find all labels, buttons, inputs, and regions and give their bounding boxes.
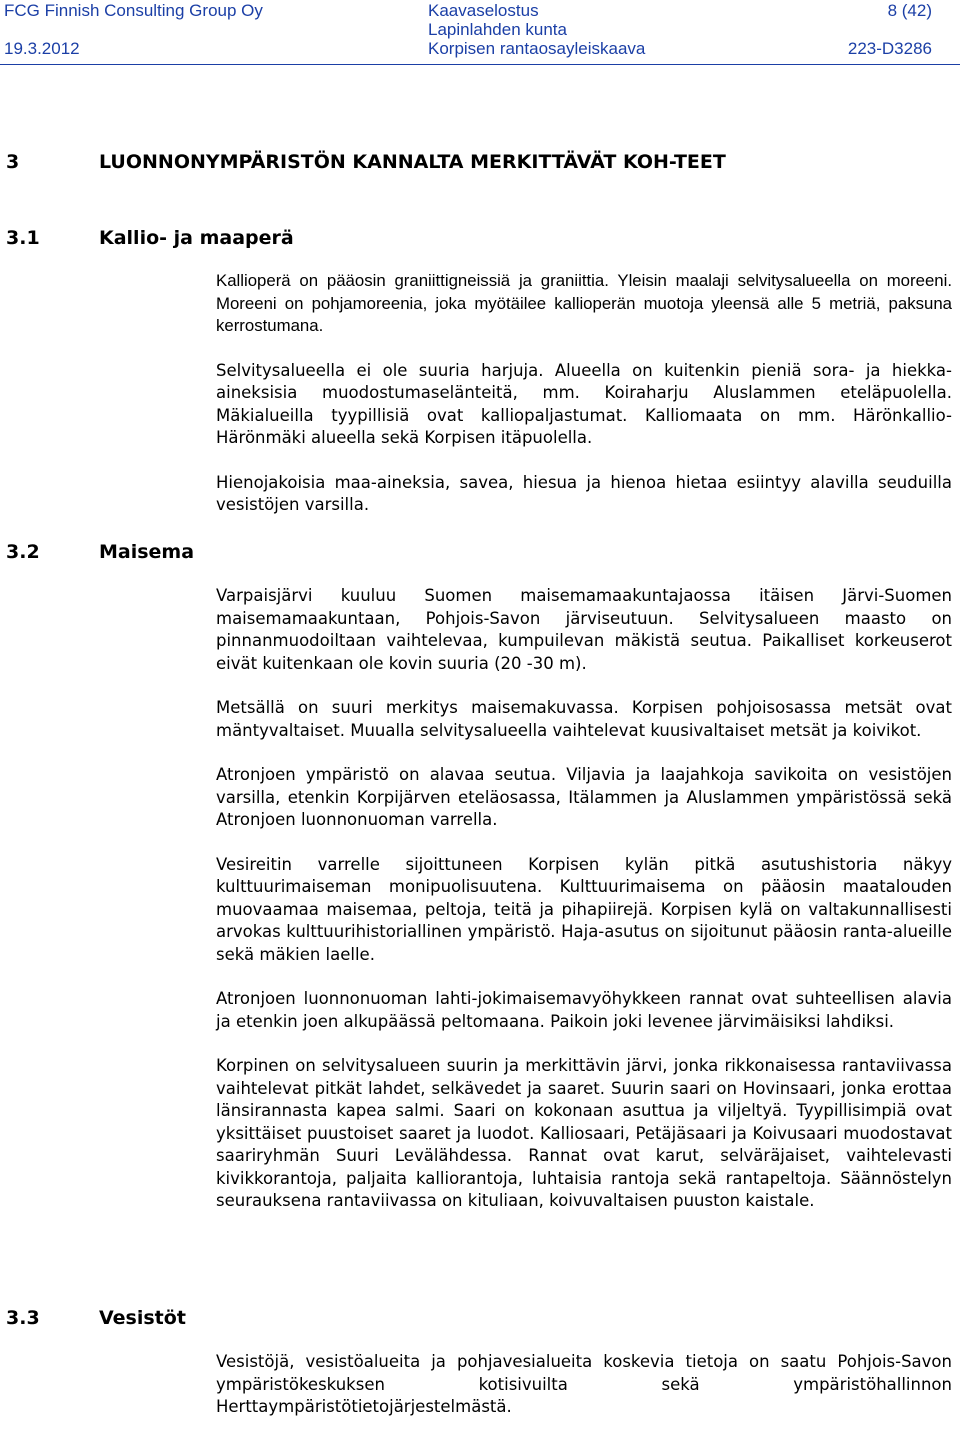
section-number: 3.2 [6,541,40,563]
paragraph: Vesistöjä, vesistöalueita ja pohjavesialueita koskevia tietoja on saatu Pohjois-Savon ympäristökeskuksen kotisivuilta sekä ympäristöhallinnon Herttaympäristötietojärjestelmästä. [216,1352,952,1416]
company-name: FCG Finnish Consulting Group Oy [4,1,263,20]
section-number: 3.1 [6,227,40,249]
paragraph: Hienojakoisia maa-aineksia, savea, hiesua ja hienoa hietaa esiintyy alavilla seuduilla vesistöjen varsilla. [216,472,952,514]
paragraph: Vesireitin varrelle sijoittuneen Korpisen kylän pitkä asutushistoria näkyy kulttuurimaiseman monipuolisuutena. Kulttuurimaisema on pääosin maatalouden muovaamaa maisemaa, peltoja, teitä ja pihapiirejä. Korpisen kylä on valtakunnallisesti arvokas kulttuurihistoriallinen ympäristö. Haja-asutus on sijoitunut pääosin ranta-alueille sekä mäkien laelle. [216,854,952,964]
document-type: Kaavaselostus [428,1,539,20]
page-number: 8 (42) [887,1,932,20]
paragraph: Atronjoen luonnonuoman lahti-jokimaisemavyöhykkeen rannat ovat suhteellisen alavia ja etenkin joen alkupäässä peltomaana. Paikoin joki levenee järvimäisiksi lahdiksi. [216,989,952,1031]
paragraph: Korpinen on selvitysalueen suurin ja merkittävin järvi, jonka rikkonaisessa rantaviivassa vaihtelevat pitkät lahdet, selkävedet ja saaret. Suurin saari on Hovinsaari, jonka erottaa länsirannasta kapea salmi. Saari on kokonaan asuttua ja viljeltyä. Tyypillisimpiä ovat yksittäiset puustoiset saaret ja luodot. Kalliosaari, Petäjäsaari ja Koivusaari muodostavat saariryhmän Suuri Levälähdessa. Rannat ovat karut, selväräjaiset, vaihtelevasti kivikkorantoja, paljaita kalliorantoja, luhtaisia rantoja sekä rantapeltoja. Säännöstelyn seurauksena rantaviivassa on kituliaan, koivuvaltaisen puuston kaistale. [216,1056,952,1210]
section-title: Vesistöt [99,1307,186,1329]
chapter-title: LUONNONYMPÄRISTÖN KANNALTA MERKITTÄVÄT KOH-TEET [99,151,726,173]
plan-name: Korpisen rantaosayleiskaava [428,39,646,58]
paragraph: Atronjoen ympäristö on alavaa seutua. Viljavia ja laajahkoja savikoita on vesistöjen varsilla, etenkin Korpijärven eteläosassa, Itälammen ja Aluslammen ympäristössä sekä Atronjoen luonnonuoman varrella. [216,765,952,829]
section-number: 3.3 [6,1307,40,1329]
header-divider [0,64,960,65]
paragraph: Kallioperä on pääosin graniittigneissiä ja graniittia. Yleisin maalaji selvitysalueella on moreeni. Moreeni on pohjamoreenia, joka myötäilee kallioperän muotoja yleensä alle 5 metriä, paksuna kerrostumana. [216,271,952,335]
paragraph: Selvitysalueella ei ole suuria harjuja. Alueella on kuitenkin pieniä sora- ja hiekka-aineksisia muodostumaselänteitä, mm. Koiraharju Aluslammen eteläpuolella. Mäkialueilla tyypillisiä ovat kalliopaljastumat. Kalliomaata on mm. Härönkallio-Härönmäki alueella sekä Korpisen itäpuolella. [216,360,952,447]
paragraph: Varpaisjärvi kuuluu Suomen maisemamaakuntajaossa itäisen Järvi-Suomen maisemamaakuntaan, Pohjois-Savon järviseutuun. Selvitysalueen maasto on pinnanmuodoiltaan vaihtelevaa, kumpuilevan mäkistä seutua. Paikalliset korkeuserot eivät kuitenkaan ole kovin suuria (20 -30 m). [216,586,952,673]
section-body-3-2 [216,585,952,1235]
section-title: Kallio- ja maaperä [99,227,294,249]
section-body-3-3 [216,1351,952,1441]
chapter-number: 3 [6,151,20,173]
page-header [0,0,960,70]
section-body-3-1 [216,270,952,539]
document-date: 19.3.2012 [4,39,80,58]
municipality-name: Lapinlahden kunta [428,20,567,39]
project-code: 223-D3286 [847,39,932,58]
section-title: Maisema [99,541,195,563]
paragraph: Metsällä on suuri merkitys maisemakuvassa. Korpisen pohjoisosassa metsät ovat mäntyvaltaiset. Muualla selvitysalueella vaihtelevat kuusivaltaiset metsät ja koivikot. [216,698,952,740]
